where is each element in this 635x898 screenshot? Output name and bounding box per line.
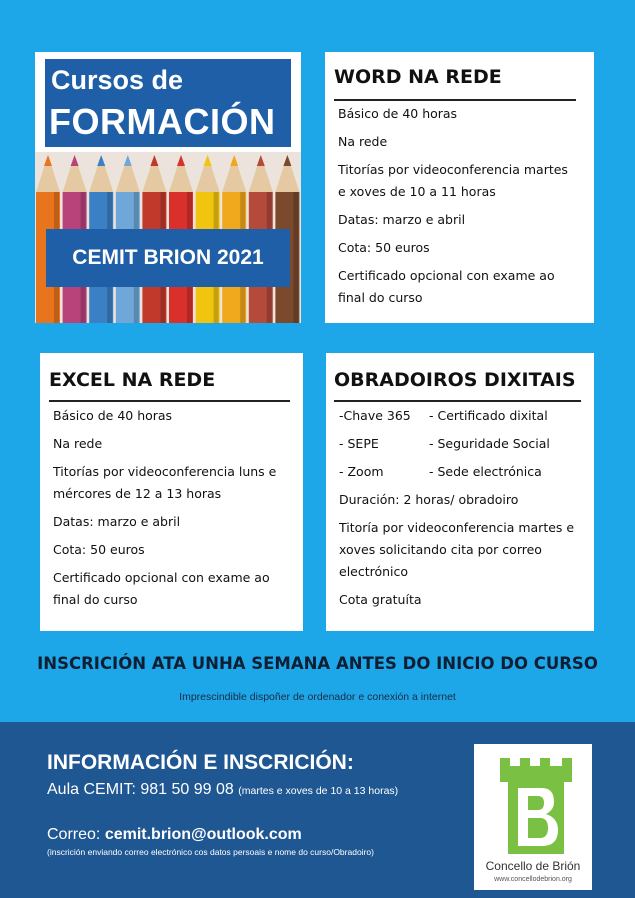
excel-title-rule (49, 400, 290, 402)
excel-item: Certificado opcional con exame ao final do curso (53, 570, 270, 607)
hero-line1: Cursos de (51, 65, 184, 95)
requirement-note: Imprescindible dispoñer de ordenador e conexión a internet (179, 691, 456, 703)
obradoiros-cost: Cota gratuíta (339, 592, 422, 607)
word-card (325, 52, 594, 323)
word-item: Básico de 40 horas (338, 106, 458, 121)
topic-left: - Zoom (339, 464, 384, 479)
excel-list (53, 405, 285, 617)
topic-right: - Sede electrónica (429, 464, 542, 479)
topic-right: - Seguridade Social (429, 436, 550, 451)
topic-row (339, 461, 581, 483)
email-link[interactable]: cemit.brion@outlook.com (104, 826, 302, 843)
obradoiros-duration: Duración: 2 horas/ obradoiro (339, 492, 519, 507)
concello-logo (474, 744, 592, 890)
excel-item: Cota: 50 euros (53, 542, 145, 557)
pencil-shade (293, 192, 298, 323)
email-note: (inscrición enviando correo electrónico cos datos persoais e nome do curso/Obradoiro) (47, 847, 374, 857)
footer-title: INFORMACIÓN E INSCRICIÓN: (47, 751, 354, 774)
word-item: Cota: 50 euros (338, 240, 430, 255)
phone-label: Aula CEMIT: 981 50 99 08 (47, 781, 234, 798)
phone-hours: (martes e xoves de 10 a 13 horas) (238, 785, 399, 797)
topic-left: - SEPE (339, 436, 379, 451)
footer-phone (47, 781, 398, 799)
word-list (338, 103, 578, 315)
obradoiros-list (339, 405, 581, 617)
registration-deadline: INSCRICIÓN ATA UNHA SEMANA ANTES DO INICIO DO CURSO (37, 654, 598, 673)
footer (0, 722, 635, 898)
excel-item: Titorías por videoconferencia luns e mércores de 12 a 13 horas (53, 464, 277, 501)
topic-right: - Certificado dixital (429, 408, 548, 423)
topic-row (339, 433, 581, 455)
excel-item: Básico de 40 horas (53, 408, 173, 423)
obradoiros-card (326, 353, 594, 631)
obradoiros-tutoring: Titoría por videoconferencia martes e xoves solicitando cita por correo electrónico (339, 520, 575, 579)
logo-url: www.concellodebrion.org (494, 876, 572, 883)
hero-image (35, 52, 301, 323)
word-item: Na rede (338, 134, 388, 149)
word-item: Datas: marzo e abril (338, 212, 466, 227)
topic-left: -Chave 365 (339, 408, 411, 423)
logo-name: Concello de Brión (485, 859, 581, 873)
obradoiros-title-rule (334, 400, 581, 402)
word-title: WORD NA REDE (334, 66, 502, 88)
footer-email (47, 826, 302, 844)
email-label: Correo: (47, 826, 101, 843)
excel-item: Datas: marzo e abril (53, 514, 181, 529)
word-item: Titorías por videoconferencia martes e xoves de 10 a 11 horas (338, 162, 568, 199)
excel-title: EXCEL NA REDE (49, 369, 216, 391)
word-item: Certificado opcional con exame ao final do curso (338, 268, 555, 305)
hero-title-box (45, 59, 291, 147)
topic-row (339, 405, 581, 427)
obradoiros-title: OBRADOIROS DIXITAIS (334, 369, 576, 391)
excel-card (40, 353, 303, 631)
hero-line2: FORMACIÓN (49, 101, 276, 142)
tower-b-icon (474, 744, 592, 856)
excel-item: Na rede (53, 436, 103, 451)
hero-band: CEMIT BRION 2021 (46, 229, 290, 287)
word-title-rule (334, 99, 576, 101)
